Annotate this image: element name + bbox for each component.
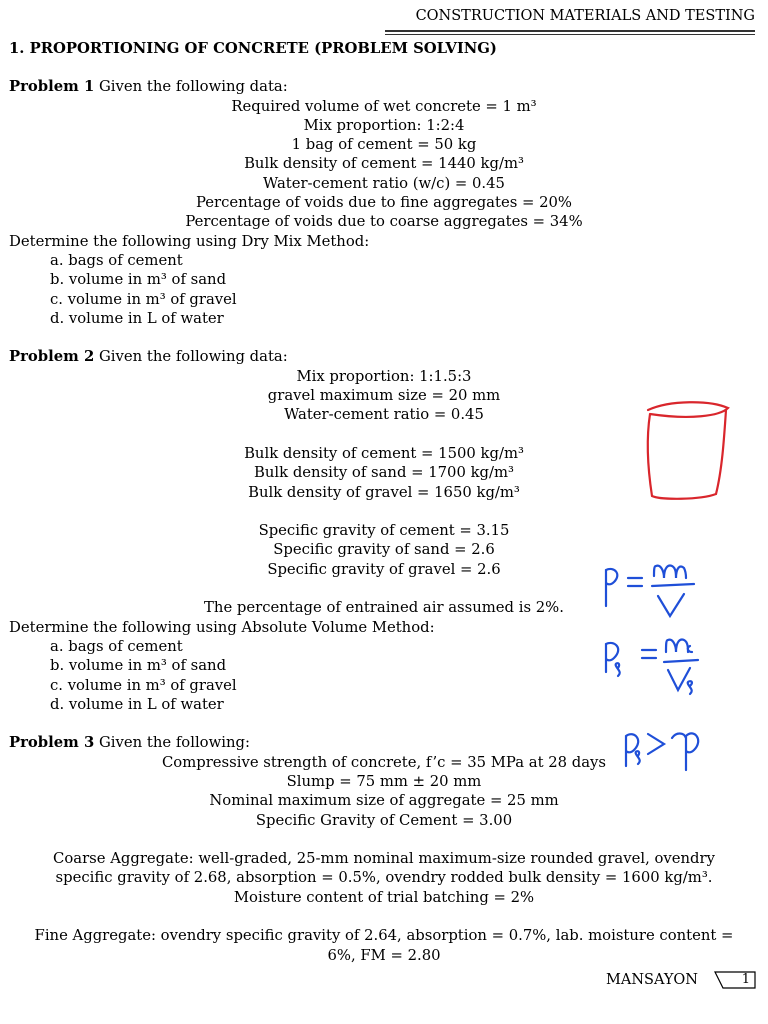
data-line: Percentage of voids due to fine aggregates = 20%: [195, 194, 572, 212]
list-item: c. volume in m³ of gravel: [50, 290, 237, 308]
list-item: a. bags of cement: [50, 251, 183, 269]
list-item: d. volume in L of water: [50, 309, 224, 327]
density-formula: [606, 566, 694, 617]
problem-label: Problem 1: [9, 78, 95, 96]
data-line: Bulk density of sand = 1700 kg/m³: [254, 464, 514, 482]
data-line: Bulk density of cement = 1440 kg/m³: [244, 155, 524, 173]
data-line: Water-cement ratio (w/c) = 0.45: [263, 174, 505, 192]
data-line: Specific gravity of sand = 2.6: [273, 541, 495, 559]
problem-label: Problem 3: [9, 734, 95, 752]
red-bucket-sketch: [648, 402, 728, 499]
data-line: Bulk density of cement = 1500 kg/m³: [244, 444, 524, 462]
list-item: d. volume in L of water: [50, 695, 224, 713]
coarse-aggregate-line: Coarse Aggregate: well-graded, 25-mm nominal maximum-size rounded gravel, ovendry: [53, 850, 715, 868]
data-line: Nominal maximum size of aggregate = 25 mm: [209, 792, 559, 810]
list-item: b. volume in m³ of sand: [50, 271, 227, 289]
determine-line: Determine the following using Dry Mix Method:: [9, 232, 370, 250]
air-line: The percentage of entrained air assumed is 2%.: [204, 599, 564, 617]
problem-intro: Given the following data:: [94, 78, 288, 96]
data-line: Required volume of wet concrete = 1 m³: [231, 97, 537, 115]
data-line: 1 bag of cement = 50 kg: [291, 136, 477, 154]
data-line: Water-cement ratio = 0.45: [284, 406, 484, 424]
problem-label: Problem 2: [9, 348, 95, 366]
determine-line: Determine the following using Absolute Volume Method:: [9, 618, 435, 636]
data-line: gravel maximum size = 20 mm: [267, 387, 501, 405]
data-line: Bulk density of gravel = 1650 kg/m³: [248, 483, 520, 501]
list-item: c. volume in m³ of gravel: [50, 676, 237, 694]
coarse-aggregate-line: specific gravity of 2.68, absorption = 0.5%, ovendry rodded bulk density = 1600 kg/m³.: [55, 869, 713, 887]
list-item: a. bags of cement: [50, 637, 183, 655]
data-line: Slump = 75 mm ± 20 mm: [286, 772, 482, 790]
fine-aggregate-line: 6%, FM = 2.80: [327, 946, 441, 964]
page-number-box: [714, 971, 756, 989]
fine-aggregate-line: Fine Aggregate: ovendry specific gravity of 2.64, absorption = 0.7%, lab. moisture content =: [34, 927, 734, 945]
coarse-aggregate-line: Moisture content of trial batching = 2%: [233, 888, 535, 906]
data-line: Mix proportion: 1:1.5:3: [296, 367, 472, 385]
data-line: Specific Gravity of Cement = 3.00: [255, 811, 513, 829]
comparison-note: [626, 733, 698, 770]
problem-intro: Given the following:: [94, 734, 250, 752]
solid-density-formula: [606, 640, 698, 695]
data-line: Compressive strength of concrete, f’c = 35 MPa at 28 days: [161, 753, 606, 771]
section-title: 1. PROPORTIONING OF CONCRETE (PROBLEM SOLVING): [9, 40, 497, 57]
list-item: b. volume in m³ of sand: [50, 657, 227, 675]
data-line: Specific gravity of cement = 3.15: [258, 522, 510, 540]
data-line: Specific gravity of gravel = 2.6: [267, 560, 501, 578]
footer-author: MANSAYON: [606, 972, 698, 988]
header-title: CONSTRUCTION MATERIALS AND TESTING: [415, 8, 755, 24]
page-number: 1: [741, 972, 750, 987]
data-line: Percentage of voids due to coarse aggregates = 34%: [185, 213, 583, 231]
data-line: Mix proportion: 1:2:4: [303, 116, 465, 134]
problem-intro: Given the following data:: [94, 348, 288, 366]
